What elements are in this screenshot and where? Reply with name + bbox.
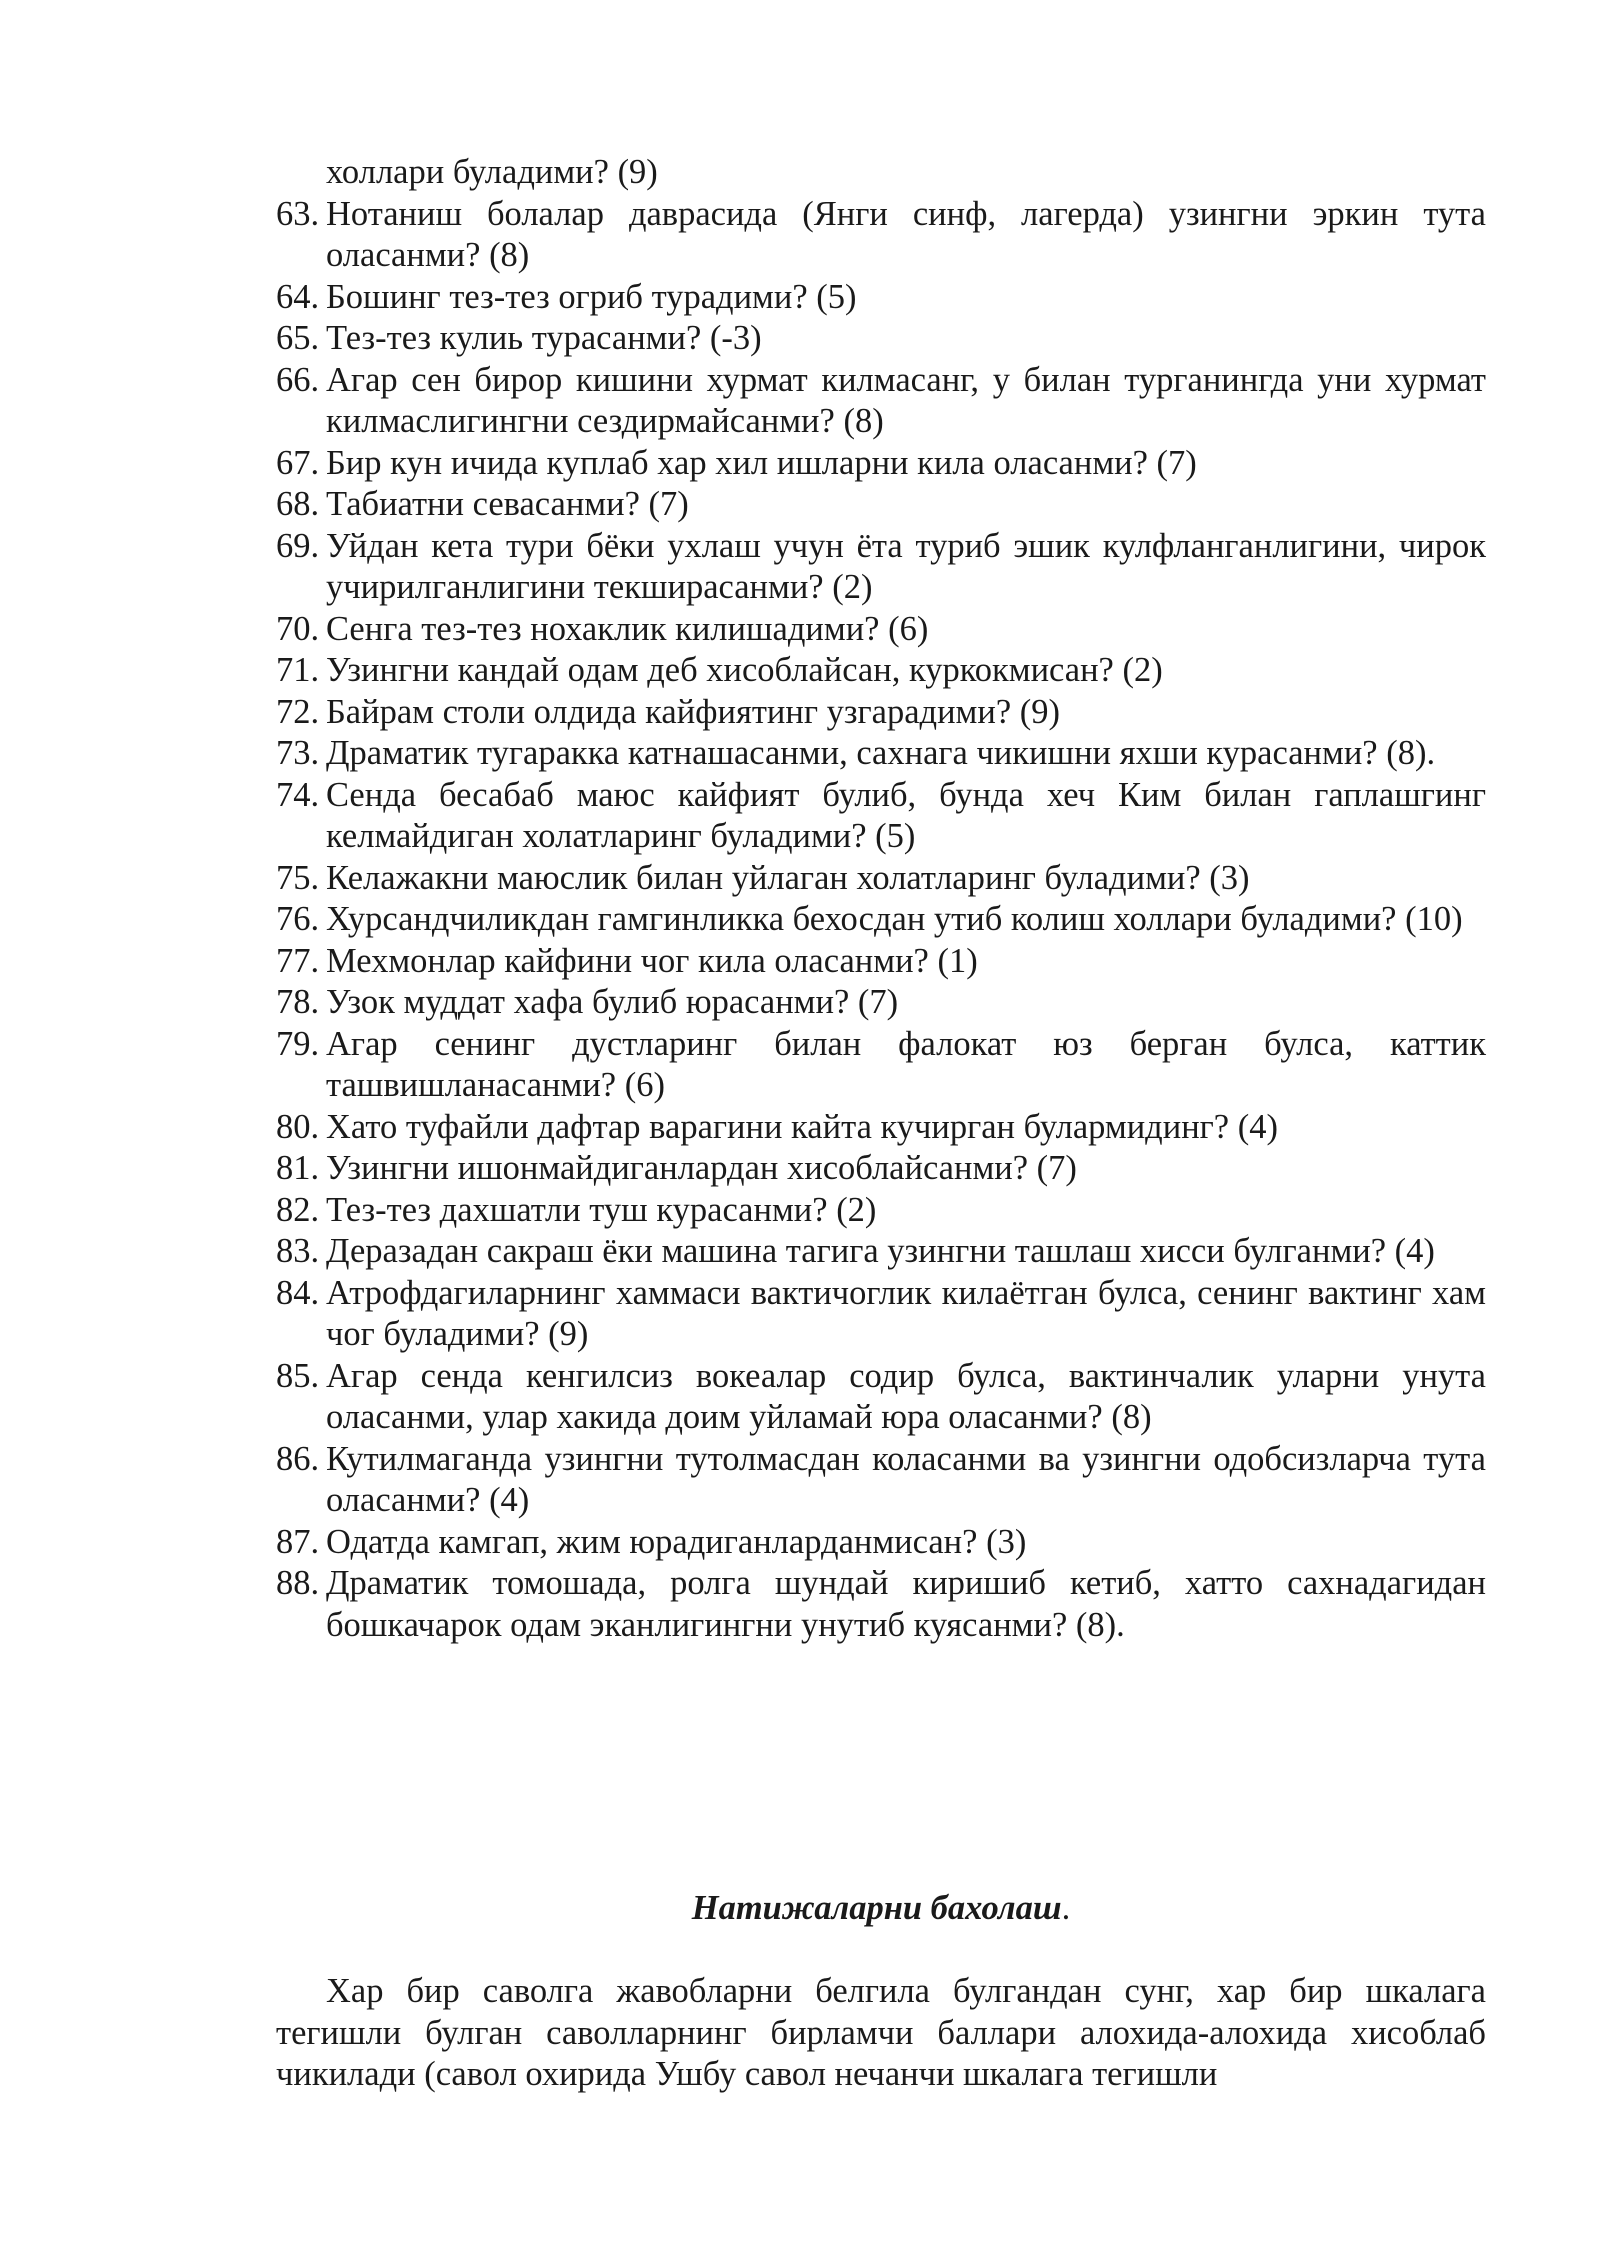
item-number: 79. [276, 1024, 320, 1063]
item-number: 80. [276, 1107, 320, 1146]
list-item [276, 1439, 1486, 1522]
continuation-line: холлари буладими? (9) [326, 153, 658, 191]
list-item [276, 982, 1486, 1024]
item-number: 73. [276, 734, 320, 772]
list-item [276, 1231, 1486, 1273]
item-number: 70. [276, 609, 320, 648]
list-item [276, 650, 1486, 692]
item-number: 63. [276, 194, 320, 233]
items-container [276, 194, 1486, 1647]
item-number: 82. [276, 1190, 320, 1229]
list-item [276, 484, 1486, 526]
item-number: 87. [276, 1522, 320, 1561]
list-item [276, 318, 1486, 360]
section-heading [276, 1888, 1486, 1930]
list-item [276, 443, 1486, 485]
item-text: Байрам столи олдида кайфиятинг узгарадими? (9) [326, 692, 1061, 731]
heading-period: . [1061, 1889, 1071, 1927]
list-item [276, 858, 1486, 900]
item-number: 83. [276, 1232, 320, 1270]
item-text: Хато туфайли дафтар варагини кайта кучирган булармидинг? (4) [326, 1107, 1278, 1146]
item-number: 71. [276, 651, 320, 689]
list-item [276, 360, 1486, 443]
item-text: Келажакни маюслик билан уйлаган холатларинг буладими? (3) [326, 858, 1250, 897]
item-number: 64. [276, 277, 320, 316]
item-text: Табиатни севасанми? (7) [326, 485, 689, 523]
list-item [276, 941, 1486, 983]
item-text: Атрофдагиларнинг хаммаси вактичоглик килаётган булса, сенинг вактинг хам чог буладими? (9) [326, 1273, 1486, 1353]
item-number: 86. [276, 1439, 320, 1478]
body-paragraph: Хар бир саволга жавобларни белгила булгандан сунг, хар бир шкалага тегишли булган саволларнинг бирламчи баллари алохида-алохида хисоблаб чикилади (савол охирида Ушбу савол нечанчи шкалага тегишли [276, 1972, 1486, 2093]
item-number: 76. [276, 900, 320, 938]
list-item [276, 1024, 1486, 1107]
item-text: Хурсандчиликдан гамгинликка бехосдан утиб колиш холлари буладими? (10) [326, 900, 1463, 938]
list-item [276, 733, 1486, 775]
item-text: Драматик тугаракка катнашасанми, сахнага чикишни яхши курасанми? (8). [326, 734, 1436, 772]
question-list [276, 152, 1486, 1646]
item-text: Уйдан кета тури бёки ухлаш учун ёта туриб эшик кулфланганлигини, чирок учирилганлигини текширасанми? (2) [326, 526, 1486, 606]
list-item [276, 1522, 1486, 1564]
item-number: 81. [276, 1149, 320, 1187]
list-item [276, 194, 1486, 277]
item-text: Тез-тез дахшатли туш курасанми? (2) [326, 1190, 877, 1229]
list-item [276, 1273, 1486, 1356]
list-item [276, 899, 1486, 941]
item-number: 66. [276, 360, 320, 399]
item-number: 65. [276, 319, 320, 357]
item-text: Бошинг тез-тез огриб турадими? (5) [326, 277, 857, 316]
item-text: Узингни кандай одам деб хисоблайсан, куркокмисан? (2) [326, 651, 1163, 689]
item-number: 84. [276, 1273, 320, 1312]
list-item [276, 1107, 1486, 1149]
item-number: 78. [276, 983, 320, 1021]
item-number: 72. [276, 692, 320, 731]
heading-title: Натижаларни бахолаш [691, 1889, 1062, 1927]
item-number: 74. [276, 775, 320, 814]
item-number: 68. [276, 485, 320, 523]
item-text: Агар сен бирор кишини хурмат килмасанг, у билан турганингда уни хурмат килмаслигингни сездирмайсанми? (8) [326, 360, 1486, 440]
item-text: Мехмонлар кайфини чог кила оласанми? (1) [326, 941, 978, 980]
list-item [276, 692, 1486, 734]
item-number: 75. [276, 858, 320, 897]
item-number: 69. [276, 526, 320, 565]
item-text: Тез-тез кулиь турасанми? (-3) [326, 319, 762, 357]
list-item [276, 1563, 1486, 1646]
item-text: Агар сенда кенгилсиз вокеалар содир булса, вактинчалик уларни унута оласанми, улар хакида доим уйламай юра оласанми? (8) [326, 1356, 1486, 1436]
item-text: Кутилмаганда узингни тутолмасдан коласанми ва узингни одобсизларча тута оласанми? (4) [326, 1439, 1486, 1519]
item-text: Сенда бесабаб маюс кайфият булиб, бунда хеч Ким билан гаплашгинг келмайдиган холатларинг буладими? (5) [326, 775, 1486, 855]
item-text: Драматик томошада, ролга шундай киришиб кетиб, хатто сахнадагидан бошкачарок одам эканлигингни унутиб куясанми? (8). [326, 1564, 1486, 1644]
item-number: 67. [276, 443, 320, 482]
item-text: Сенга тез-тез нохаклик килишадими? (6) [326, 609, 929, 648]
list-item [276, 277, 1486, 319]
item-text: Деразадан сакраш ёки машина тагига узингни ташлаш хисси булганми? (4) [326, 1232, 1435, 1270]
item-text: Бир кун ичида куплаб хар хил ишларни кила оласанми? (7) [326, 443, 1197, 482]
list-item [276, 1356, 1486, 1439]
item-text: Узок муддат хафа булиб юрасанми? (7) [326, 983, 899, 1021]
item-text: Агар сенинг дустларинг билан фалокат юз берган булса, каттик ташвишланасанми? (6) [326, 1024, 1486, 1104]
list-item [276, 609, 1486, 651]
list-item [276, 775, 1486, 858]
item-text: Одатда камгап, жим юрадиганларданмисан? (3) [326, 1522, 1027, 1561]
item-number: 85. [276, 1356, 320, 1395]
item-number: 88. [276, 1564, 320, 1602]
list-item [276, 526, 1486, 609]
item-text: Узингни ишонмайдиганлардан хисоблайсанми? (7) [326, 1149, 1077, 1187]
item-text: Нотаниш болалар даврасида (Янги синф, лагерда) узингни эркин тута оласанми? (8) [326, 194, 1486, 274]
list-item [276, 1148, 1486, 1190]
list-item [276, 1190, 1486, 1232]
item-number: 77. [276, 941, 320, 980]
